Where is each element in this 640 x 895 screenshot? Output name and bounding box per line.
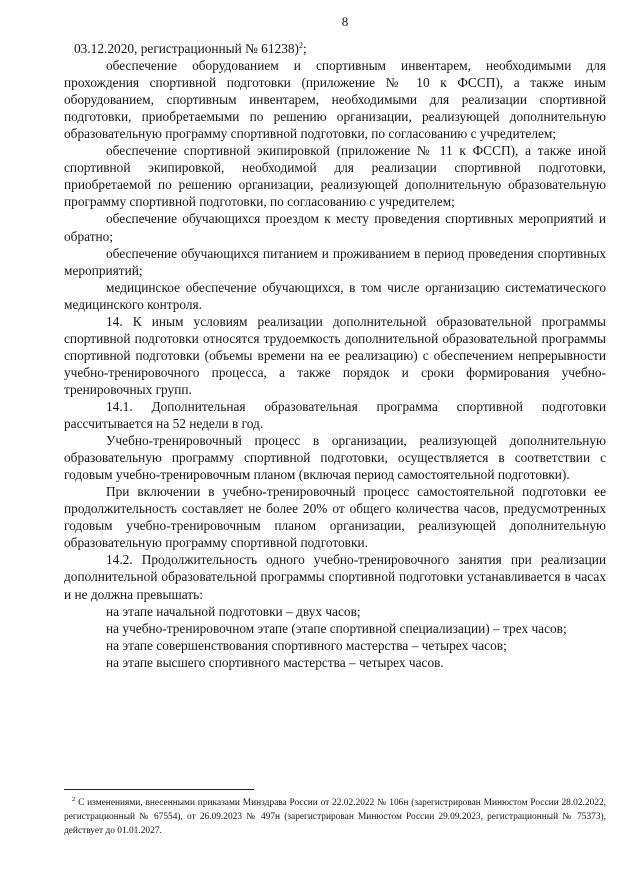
paragraph-stage-initial: на этапе начальной подготовки – двух часов; xyxy=(106,603,361,619)
paragraph-intro xyxy=(64,40,606,57)
page-number: 8 xyxy=(341,14,349,29)
paragraph-14: 14. К иным условиям реализации дополнительной образовательной программы спортивной подготовки относятся трудоемкость дополнительной образовательной программы спортивной подготовки (объемы времени на ее реализацию) с обеспечением непрерывности учебно-тренировочного процесса, а также порядок и сроки формирования учебно-тренировочных групп. xyxy=(64,313,606,397)
paragraph-stage-training: на учебно-тренировочном этапе (этапе спортивной специализации) – трех часов; xyxy=(106,620,567,636)
footnote-text: С изменениями, внесенными приказами Минздрава России от 22.02.2022 № 106н (зарегистрирован Минюстом России 28.02.2022, регистрационный № 67554), от 26.09.2023 № 497н (зарегистрирован Минюстом России 29.09.2023, регистрационный № 75373), действует до 01.01.2027. xyxy=(64,798,606,836)
paragraph-sports-gear: обеспечение спортивной экипировкой (приложение № 11 к ФССП), а также иной спортивной экипировкой, необходимой для реализации спортивной подготовки, приобретаемой по решению организации, реализующей дополнительную образовательную программу спортивной подготовки, по согласованию с учредителем; xyxy=(64,143,606,210)
footnote-marker: 2 xyxy=(72,796,76,803)
paragraph-14-2: 14.2. Продолжительность одного учебно-тренировочного занятия при реализации дополнительной образовательной программы спортивной подготовки устанавливается в часах и не должна превышать: xyxy=(64,552,606,602)
intro-text: 03.12.2020, регистрационный № 61238) xyxy=(74,41,299,56)
paragraph-equipment: обеспечение оборудованием и спортивным инвентарем, необходимыми для прохождения спортивной подготовки (приложение № 10 к ФССП), а также иным оборудованием, спортивным инвентарем, необходимыми для реализации спортивной подготовки, приобретаемыми по решению организации, реализующей дополнительную образовательную программу спортивной подготовки, по согласованию с учредителем; xyxy=(64,58,606,142)
paragraph-self-training: При включении в учебно-тренировочный процесс самостоятельной подготовки ее продолжительность составляет не более 20% от общего количества часов, предусмотренных годовым учебно-тренировочным планом организации, реализующей дополнительную образовательную программу спортивной подготовки. xyxy=(64,484,606,551)
intro-tail: ; xyxy=(303,41,307,56)
footnote xyxy=(64,797,606,838)
paragraph-meals-lodging: обеспечение обучающихся питанием и проживанием в период проведения спортивных мероприятий; xyxy=(64,245,606,278)
paragraph-medical: медицинское обеспечение обучающихся, в том числе организацию систематического медицинского контроля. xyxy=(64,279,606,312)
body-text xyxy=(64,40,606,671)
paragraph-14-1: 14.1. Дополнительная образовательная программа спортивной подготовки рассчитывается на 52 недели в год. xyxy=(64,398,606,432)
paragraph-stage-highest: на этапе высшего спортивного мастерства – четырех часов. xyxy=(106,654,444,670)
paragraph-travel: обеспечение обучающихся проездом к месту проведения спортивных мероприятий и обратно; xyxy=(64,211,606,244)
paragraph-training-process: Учебно-тренировочный процесс в организации, реализующей дополнительную образовательную программу спортивной подготовки, осуществляется в соответствии с годовым учебно-тренировочным планом (включая период самостоятельной подготовки). xyxy=(64,433,606,483)
paragraph-stage-improvement: на этапе совершенствования спортивного мастерства – четырех часов; xyxy=(106,637,507,653)
footnote-divider xyxy=(64,789,254,790)
footnote-reference[interactable]: 2 xyxy=(299,41,303,50)
